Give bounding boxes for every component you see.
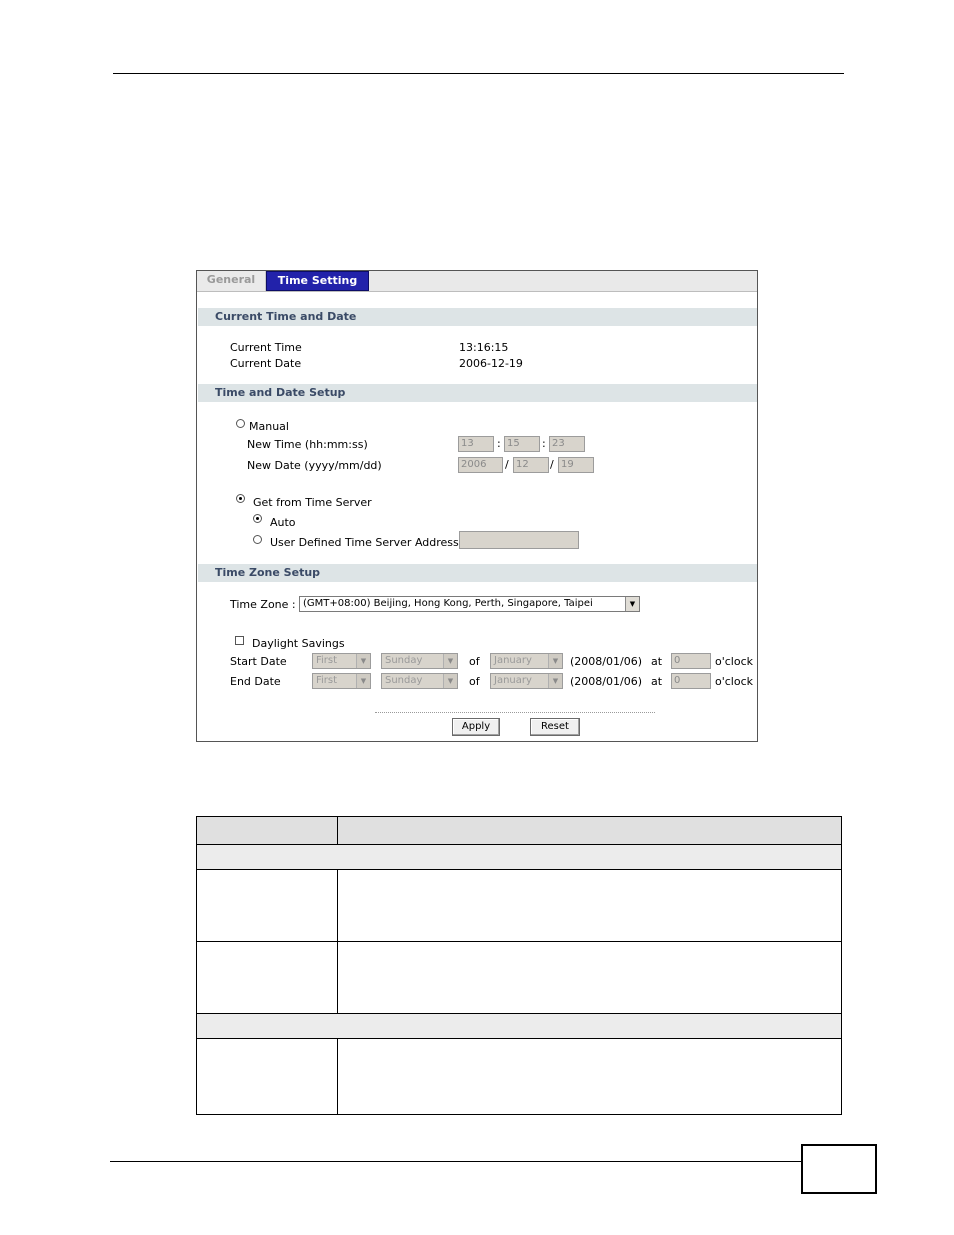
table-cell xyxy=(338,870,842,942)
tab-general[interactable]: General xyxy=(197,271,266,291)
table-section-row xyxy=(197,1014,842,1039)
chevron-down-icon: ▼ xyxy=(443,654,457,668)
chevron-down-icon: ▼ xyxy=(548,654,562,668)
start-date-label: Start Date xyxy=(230,655,287,668)
start-week-value: First xyxy=(316,655,338,666)
auto-radio[interactable] xyxy=(253,514,262,523)
table-header-row xyxy=(197,817,842,845)
button-divider xyxy=(375,712,655,713)
current-time-label: Current Time xyxy=(230,341,302,354)
date-separator: / xyxy=(550,458,554,471)
new-time-second-input[interactable]: 23 xyxy=(549,436,585,452)
new-time-label: New Time (hh:mm:ss) xyxy=(247,438,368,451)
current-time-value: 13:16:15 xyxy=(459,341,509,354)
end-of-text: of xyxy=(469,675,480,688)
start-week-select[interactable] xyxy=(312,653,371,669)
table-section-row xyxy=(197,845,842,870)
table-cell xyxy=(197,1039,338,1115)
end-oclock-text: o'clock xyxy=(715,675,754,688)
reset-button[interactable]: Reset xyxy=(530,718,580,736)
header-rule xyxy=(113,73,844,74)
time-setting-panel xyxy=(196,270,758,742)
user-defined-radio[interactable] xyxy=(253,535,262,544)
table-cell xyxy=(338,942,842,1014)
end-day-value: Sunday xyxy=(385,675,423,686)
end-at-text: at xyxy=(651,675,663,688)
table-cell xyxy=(197,870,338,942)
start-oclock-text: o'clock xyxy=(715,655,754,668)
table-section-cell xyxy=(197,1014,842,1039)
date-separator: / xyxy=(505,458,509,471)
new-date-month-input[interactable]: 12 xyxy=(513,457,549,473)
start-month-value: January xyxy=(494,655,532,666)
new-date-day-input[interactable]: 19 xyxy=(558,457,594,473)
user-defined-label: User Defined Time Server Address xyxy=(270,536,459,549)
end-week-value: First xyxy=(316,675,338,686)
chevron-down-icon: ▼ xyxy=(548,674,562,688)
table-cell xyxy=(338,1039,842,1115)
field-description-table xyxy=(196,816,842,1115)
page-number-box xyxy=(801,1144,877,1194)
daylight-savings-checkbox[interactable] xyxy=(235,636,244,645)
time-zone-select[interactable] xyxy=(299,596,640,612)
start-day-value: Sunday xyxy=(385,655,423,666)
manual-radio[interactable] xyxy=(236,419,245,428)
chevron-down-icon: ▼ xyxy=(443,674,457,688)
time-separator: : xyxy=(497,437,501,450)
table-row xyxy=(197,870,842,942)
table-header-cell xyxy=(197,817,338,845)
time-zone-label: Time Zone : xyxy=(230,598,296,611)
end-month-value: January xyxy=(494,675,532,686)
tab-bar xyxy=(197,271,757,292)
start-date-example: (2008/01/06) xyxy=(570,655,642,668)
chevron-down-icon: ▼ xyxy=(625,597,639,611)
start-of-text: of xyxy=(469,655,480,668)
auto-label: Auto xyxy=(270,516,296,529)
daylight-savings-label: Daylight Savings xyxy=(252,637,345,650)
table-section-cell xyxy=(197,845,842,870)
start-hour-input[interactable]: 0 xyxy=(671,653,711,669)
end-week-select[interactable] xyxy=(312,673,371,689)
apply-button[interactable]: Apply xyxy=(452,718,500,736)
time-server-radio[interactable] xyxy=(236,494,245,503)
table-row xyxy=(197,942,842,1014)
time-separator: : xyxy=(542,437,546,450)
current-date-label: Current Date xyxy=(230,357,302,370)
start-day-select[interactable] xyxy=(381,653,458,669)
end-date-example: (2008/01/06) xyxy=(570,675,642,688)
table-header-cell xyxy=(338,817,842,845)
table-cell xyxy=(197,942,338,1014)
end-hour-input[interactable]: 0 xyxy=(671,673,711,689)
chevron-down-icon: ▼ xyxy=(356,674,370,688)
end-month-select[interactable] xyxy=(490,673,563,689)
end-date-label: End Date xyxy=(230,675,281,688)
current-date-value: 2006-12-19 xyxy=(459,357,523,370)
section-time-date-setup: Time and Date Setup xyxy=(198,384,757,402)
table-row xyxy=(197,1039,842,1115)
chevron-down-icon: ▼ xyxy=(356,654,370,668)
tab-time-setting[interactable]: Time Setting xyxy=(266,271,369,291)
manual-label: Manual xyxy=(249,420,289,433)
new-date-label: New Date (yyyy/mm/dd) xyxy=(247,459,382,472)
start-month-select[interactable] xyxy=(490,653,563,669)
new-time-minute-input[interactable]: 15 xyxy=(504,436,540,452)
time-zone-value: (GMT+08:00) Beijing, Hong Kong, Perth, Singapore, Taipei xyxy=(303,598,593,609)
new-date-year-input[interactable]: 2006 xyxy=(458,457,503,473)
new-time-hour-input[interactable]: 13 xyxy=(458,436,494,452)
section-current-time-date: Current Time and Date xyxy=(198,308,757,326)
footer-rule xyxy=(110,1161,802,1162)
time-server-address-input[interactable] xyxy=(459,531,579,549)
section-time-zone-setup: Time Zone Setup xyxy=(198,564,757,582)
time-server-label: Get from Time Server xyxy=(253,496,372,509)
end-day-select[interactable] xyxy=(381,673,458,689)
start-at-text: at xyxy=(651,655,663,668)
